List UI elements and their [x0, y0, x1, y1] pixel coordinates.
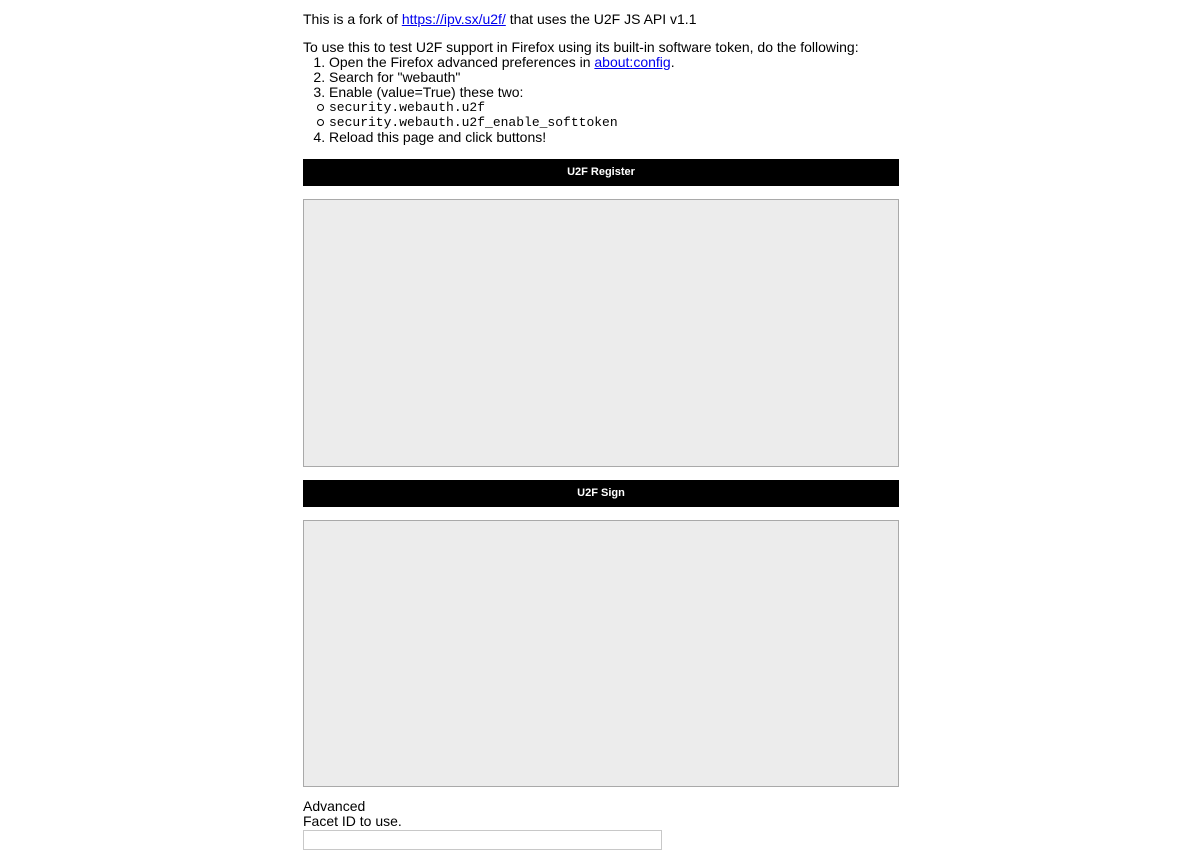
- instructions-steps: [303, 55, 859, 145]
- step-1: [329, 55, 859, 70]
- pref-name: security.webauth.u2f: [329, 100, 486, 115]
- circle-bullet-icon: [317, 119, 324, 126]
- step-4: 4. Reload this page and click buttons!: [329, 130, 859, 145]
- instructions-lead: To use this to test U2F support in Firefox using its built-in software token, do the following:: [303, 39, 859, 55]
- register-output[interactable]: [303, 199, 899, 467]
- pref-item: [303, 100, 859, 115]
- facet-id-input[interactable]: [303, 830, 662, 850]
- step-2: 2. Search for "webauth": [329, 70, 859, 85]
- step-1-prefix: Open the Firefox advanced preferences in: [329, 54, 595, 70]
- pref-list: [329, 100, 859, 130]
- intro-suffix: that uses the U2F JS API v1.1: [505, 11, 697, 27]
- step-3-text: Enable (value=True) these two:: [329, 84, 524, 100]
- original-site-link[interactable]: https://ipv.sx/u2f/: [401, 11, 506, 27]
- intro-text: [303, 11, 696, 27]
- sign-output[interactable]: [303, 520, 899, 787]
- instructions: [303, 40, 859, 145]
- step-1-suffix: .: [670, 54, 675, 70]
- step-3: [329, 85, 859, 130]
- intro-prefix: This is a fork of: [303, 11, 402, 27]
- circle-bullet-icon: [317, 104, 324, 111]
- u2f-register-button[interactable]: U2F Register: [303, 159, 899, 186]
- facet-id-label: Facet ID to use.: [303, 813, 402, 829]
- advanced-heading: Advanced: [303, 798, 366, 814]
- about-config-link[interactable]: about:config: [594, 54, 671, 70]
- pref-item: [303, 115, 859, 130]
- advanced-section: [303, 799, 402, 829]
- u2f-sign-button[interactable]: U2F Sign: [303, 480, 899, 507]
- pref-name: security.webauth.u2f_enable_softtoken: [329, 115, 618, 130]
